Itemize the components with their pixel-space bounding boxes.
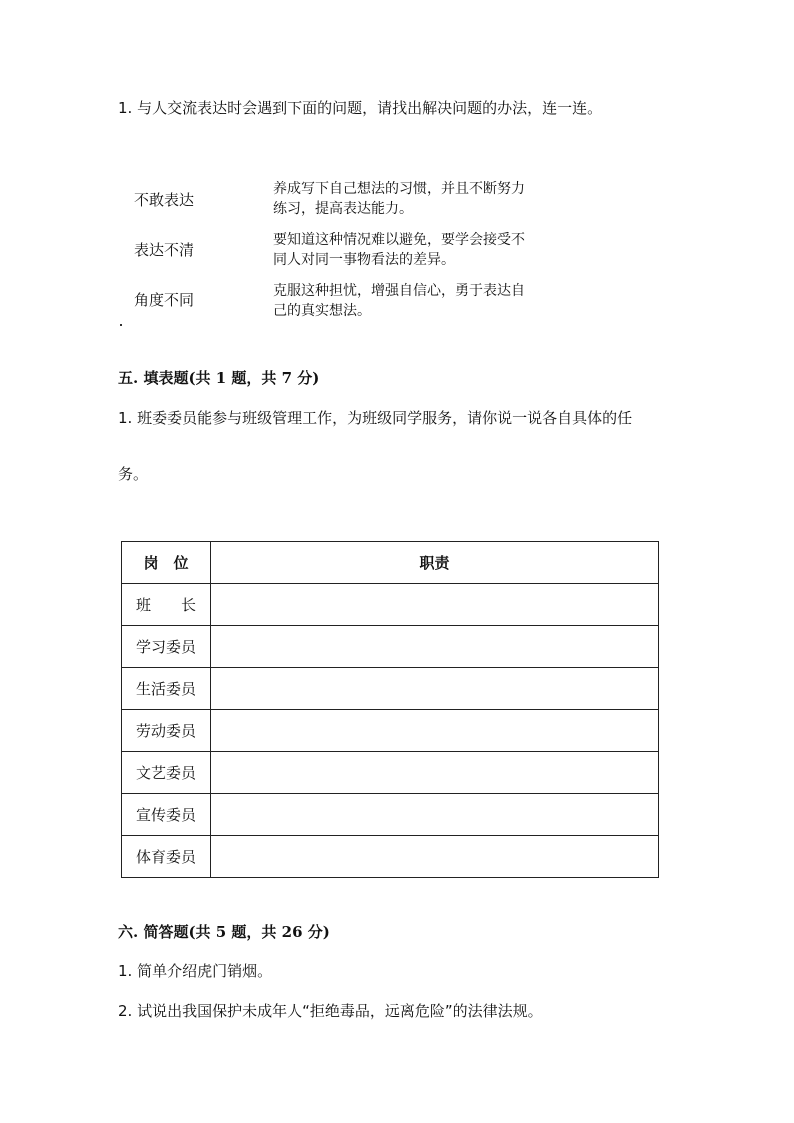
table-row [122, 710, 659, 752]
post-cell: 文艺委员 [122, 752, 211, 794]
duty-answer-cell[interactable] [211, 710, 659, 752]
header-duty: 职责 [211, 542, 659, 584]
section-5-question-line-2: 务。 [118, 465, 149, 483]
matching-question: 1. 与人交流表达时会遇到下面的问题，请找出解决问题的办法，连一连。 [118, 99, 603, 117]
matching-right-item-3-line-1: 克服这种担忧，增强自信心，勇于表达自 [273, 283, 525, 299]
table-row [122, 626, 659, 668]
matching-right-item-1 [273, 179, 563, 219]
stray-dot [120, 324, 122, 326]
section-6-heading: 六. 简答题(共 5 题，共 26 分) [118, 923, 330, 941]
matching-right-item-2 [273, 230, 563, 270]
matching-right-item-1-line-2: 练习，提高表达能力。 [273, 201, 413, 217]
table-row [122, 584, 659, 626]
section-6-question-2: 2. 试说出我国保护未成年人“拒绝毒品，远离危险”的法律法规。 [118, 1002, 543, 1020]
post-cell: 宣传委员 [122, 794, 211, 836]
matching-right-item-2-line-1: 要知道这种情况难以避免，要学会接受不 [273, 232, 525, 248]
matching-right-item-2-line-2: 同人对同一事物看法的差异。 [273, 252, 455, 268]
matching-left-item-2: 表达不清 [134, 241, 195, 259]
post-cell: 生活委员 [122, 668, 211, 710]
duty-table-header-row [122, 542, 659, 584]
duty-answer-cell[interactable] [211, 626, 659, 668]
duty-table [121, 541, 659, 878]
post-cell: 体育委员 [122, 836, 211, 878]
post-cell: 学习委员 [122, 626, 211, 668]
matching-right-item-3-line-2: 己的真实想法。 [273, 303, 371, 319]
table-row [122, 794, 659, 836]
matching-right-item-3 [273, 281, 563, 321]
duty-answer-cell[interactable] [211, 836, 659, 878]
duty-answer-cell[interactable] [211, 794, 659, 836]
section-5-question-line-1: 1. 班委委员能参与班级管理工作，为班级同学服务，请你说一说各自具体的任 [118, 409, 633, 427]
table-row [122, 668, 659, 710]
post-cell: 班 长 [122, 584, 211, 626]
section-5-heading: 五. 填表题(共 1 题，共 7 分) [118, 369, 320, 387]
duty-answer-cell[interactable] [211, 668, 659, 710]
post-cell: 劳动委员 [122, 710, 211, 752]
table-row [122, 836, 659, 878]
table-row [122, 752, 659, 794]
header-post: 岗 位 [122, 542, 211, 584]
duty-answer-cell[interactable] [211, 752, 659, 794]
matching-right-item-1-line-1: 养成写下自己想法的习惯，并且不断努力 [273, 181, 525, 197]
matching-left-item-3: 角度不同 [134, 291, 195, 309]
matching-left-item-1: 不敢表达 [134, 191, 195, 209]
section-6-question-1: 1. 简单介绍虎门销烟。 [118, 962, 273, 980]
duty-answer-cell[interactable] [211, 584, 659, 626]
